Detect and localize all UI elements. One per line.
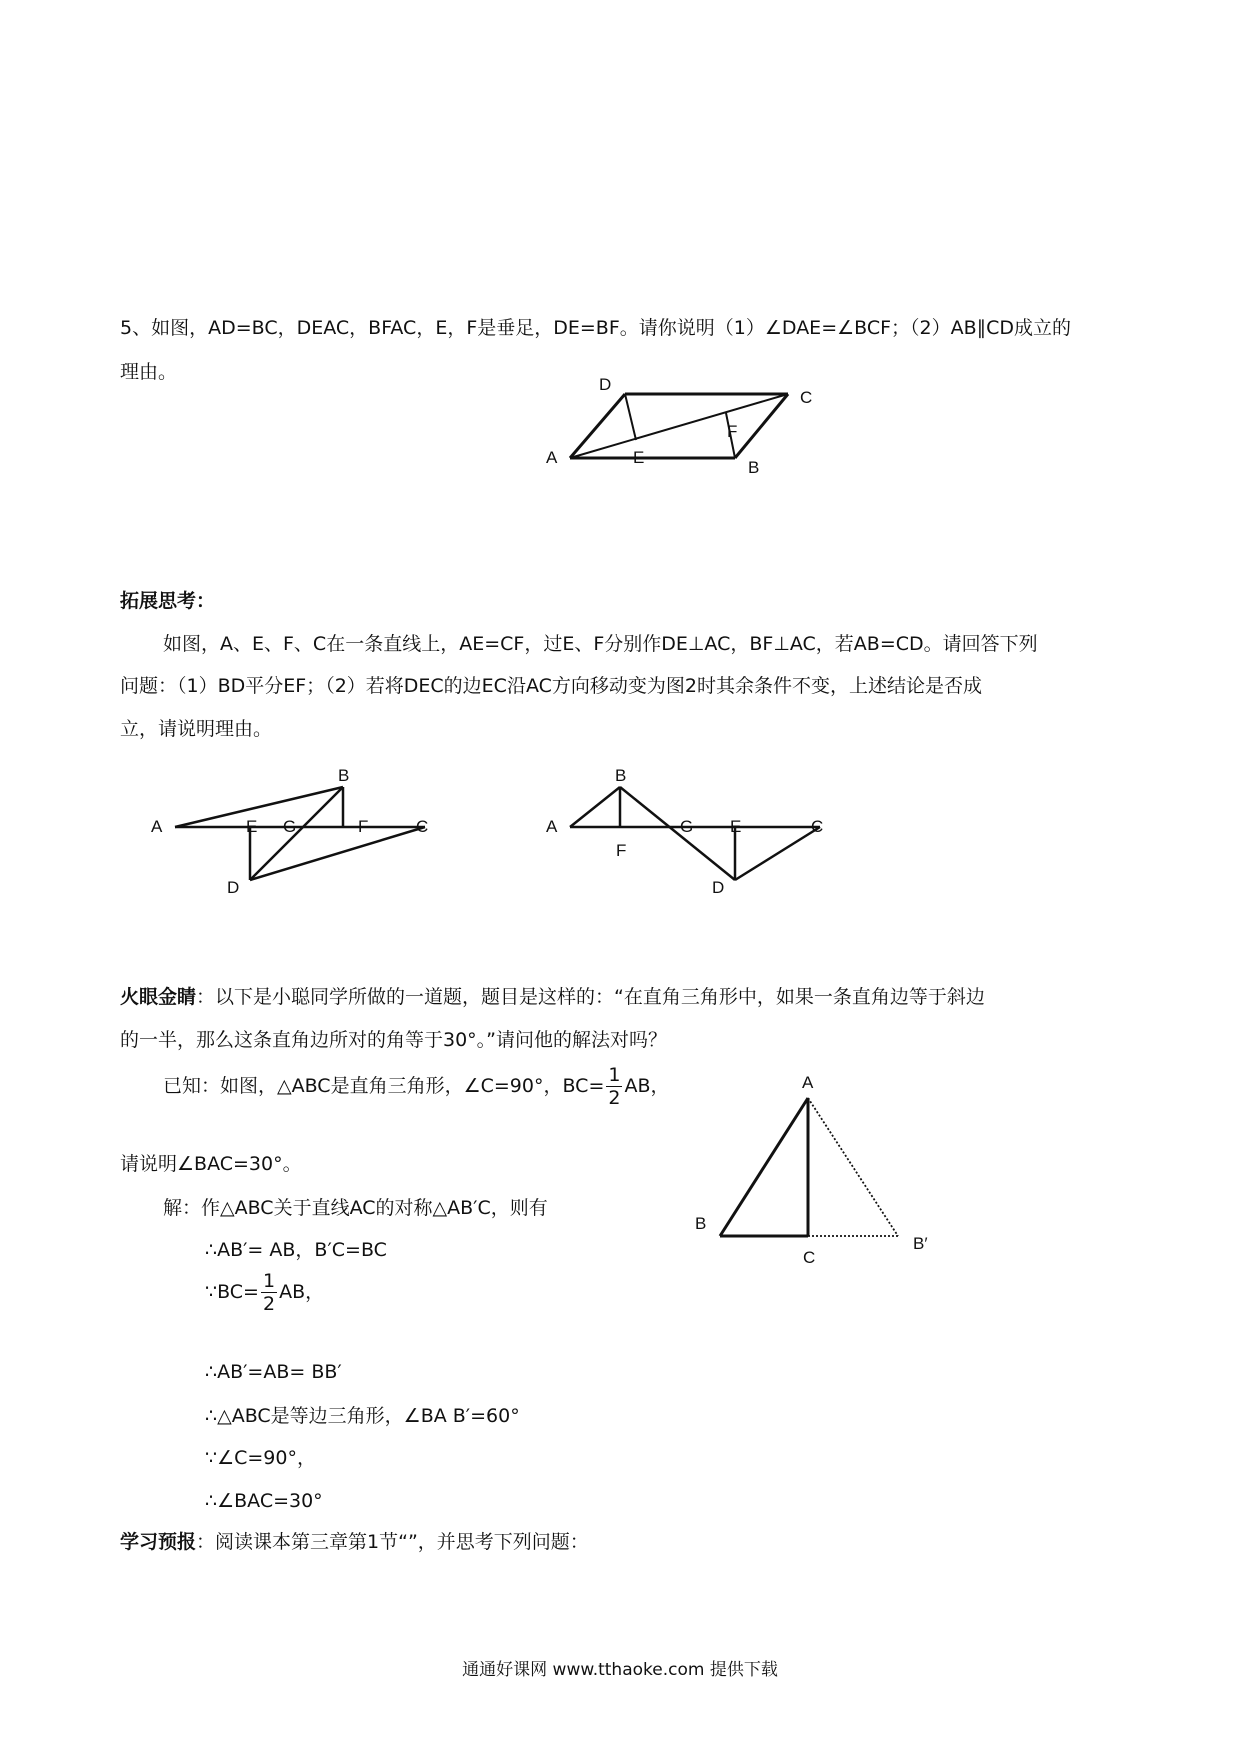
segment-bd [620, 787, 735, 880]
diagonal-ac [570, 394, 788, 458]
given-line [163, 1062, 670, 1110]
extension-heading: 拓展思考： [120, 590, 216, 612]
segment-ab-prime [808, 1098, 898, 1236]
label-c: C [803, 1248, 816, 1267]
label-c: C [416, 817, 429, 836]
label-e: E [633, 448, 645, 467]
symmetric-triangle-figure [680, 1060, 960, 1280]
label-c: C [811, 817, 824, 836]
problem5-line1: 5、如图，AD=BC，DEAC，BFAC，E，F是垂足，DE=BF。请你说明（1）∠DAE=∠BCF；（2）AB∥CD成立的 [120, 317, 1072, 339]
extension-line1: 如图，A、E、F、C在一条直线上，AE=CF，过E、F分别作DE⊥AC，BF⊥AC，若AB=CD。请回答下列 [163, 633, 1038, 655]
extension-figure-2 [530, 760, 830, 910]
label-d: D [599, 375, 612, 394]
label-g: G [283, 817, 297, 836]
solution-step3: ∴AB′=AB= BB′ [205, 1361, 342, 1383]
segment-dc [735, 827, 820, 880]
sharp-eyes-line2: 的一半，那么这条直角边所对的角等于30°。”请问他的解法对吗？ [120, 1029, 668, 1051]
segment-ab [570, 787, 620, 827]
label-b-prime: B′ [913, 1234, 928, 1253]
preview-line [120, 1530, 589, 1554]
fraction-one-half [606, 1064, 622, 1109]
sharp-eyes-heading: 火眼金睛 [120, 986, 197, 1008]
preview-text: ：阅读课本第三章第1节“”，并思考下列问题： [196, 1531, 589, 1553]
fraction-numerator-2: 1 [262, 1270, 276, 1292]
solution-step2 [205, 1268, 324, 1316]
sharp-eyes-line1 [120, 985, 985, 1009]
extension-line3: 立，请说明理由。 [120, 718, 273, 740]
extension-figure-1 [140, 760, 440, 910]
given-prefix: 已知：如图，△ABC是直角三角形，∠C=90°，BC= [163, 1075, 605, 1097]
fraction-numerator: 1 [608, 1064, 621, 1086]
label-d: D [712, 878, 725, 897]
label-c: C [800, 388, 813, 407]
label-a: A [802, 1073, 814, 1092]
label-b: B [615, 766, 627, 785]
label-f: F [616, 841, 627, 860]
segment-ab [175, 787, 343, 827]
problem5-figure [530, 370, 830, 480]
segment-de [625, 394, 636, 440]
label-f: F [358, 817, 369, 836]
sharp-eyes-line1-text: ：以下是小聪同学所做的一道题，题目是这样的：“在直角三角形中，如果一条直角边等于斜边 [196, 986, 985, 1008]
label-f: F [727, 422, 738, 441]
solution-intro: 解：作△ABC关于直线AC的对称△AB′C，则有 [163, 1197, 548, 1219]
label-b: B [338, 766, 350, 785]
label-a: A [546, 448, 558, 467]
prove-line: 请说明∠BAC=30°。 [120, 1153, 302, 1175]
fraction-denominator-2: 2 [262, 1293, 276, 1315]
segment-ab [720, 1098, 808, 1236]
given-suffix: AB， [624, 1075, 670, 1097]
solution-step6: ∴∠BAC=30° [205, 1490, 323, 1512]
label-g: G [680, 817, 694, 836]
label-b: B [695, 1214, 707, 1233]
page-footer: 通通好课网 www.tthaoke.com 提供下载 [462, 1660, 778, 1680]
label-d: D [227, 878, 240, 897]
label-e: E [730, 817, 742, 836]
solution-step1: ∴AB′= AB，B′C=BC [205, 1239, 387, 1261]
preview-heading: 学习预报 [120, 1531, 197, 1553]
label-e: E [246, 817, 258, 836]
extension-line2: 问题：（1）BD平分EF；（2）若将DEC的边EC沿AC方向移动变为图2时其余条件不变，上述结论是否成 [120, 675, 982, 697]
step2-suffix: AB， [279, 1281, 325, 1303]
label-b: B [748, 458, 760, 477]
fraction-one-half-2 [261, 1270, 277, 1315]
label-a: A [546, 817, 558, 836]
step2-prefix: ∵BC= [205, 1281, 259, 1303]
solution-step4: ∴△ABC是等边三角形，∠BA B′=60° [205, 1405, 520, 1427]
label-a: A [151, 817, 163, 836]
problem5-line2: 理由。 [120, 361, 178, 383]
fraction-denominator: 2 [608, 1087, 621, 1109]
solution-step5: ∵∠C=90°， [205, 1447, 316, 1469]
